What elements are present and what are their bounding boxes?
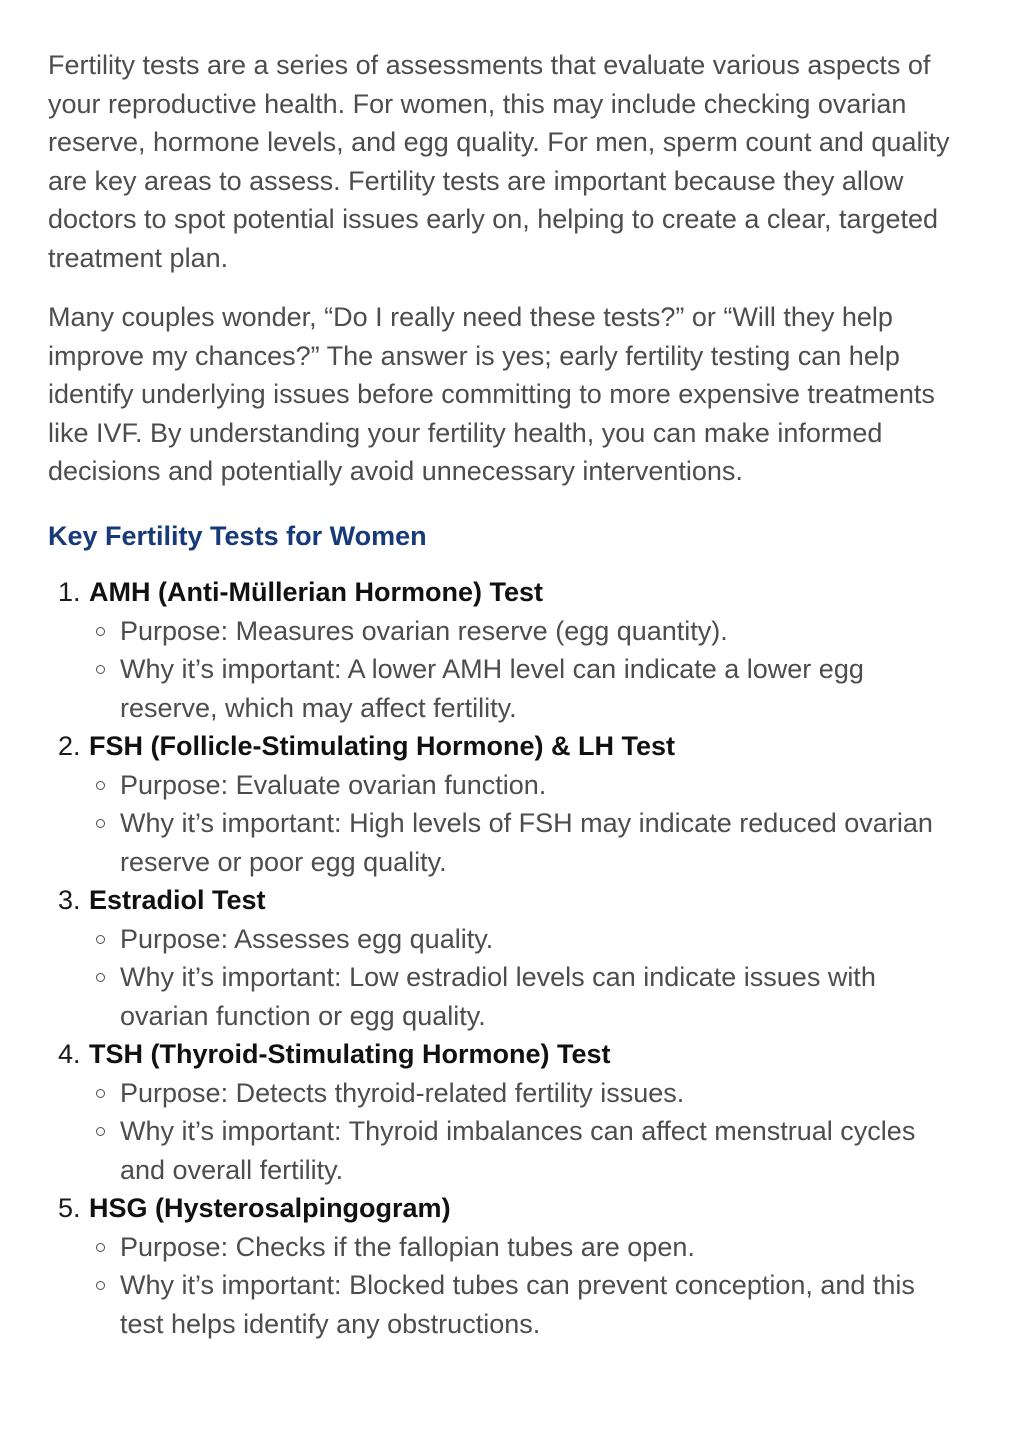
test-name: TSH (Thyroid-Stimulating Hormone) Test <box>89 1039 611 1069</box>
test-details <box>89 920 960 1036</box>
list-item-number: 5. <box>58 1193 81 1223</box>
test-details <box>89 1074 960 1190</box>
test-purpose: Purpose: Checks if the fallopian tubes are open. <box>89 1228 960 1267</box>
test-importance: Why it’s important: Blocked tubes can prevent conception, and this test helps identify any obstructions. <box>89 1266 960 1343</box>
list-item-number: 2. <box>58 731 81 761</box>
intro-paragraph: Many couples wonder, “Do I really need these tests?” or “Will they help improve my chances?” The answer is yes; early fertility testing can help identify underlying issues before committing to more expensive treatments like IVF. By understanding your fertility health, you can make informed decisions and potentially avoid unnecessary interventions. <box>48 302 935 486</box>
list-item-number: 4. <box>58 1039 81 1069</box>
test-name: HSG (Hysterosalpingogram) <box>89 1193 451 1223</box>
section-heading: Key Fertility Tests for Women <box>48 520 427 551</box>
list-item-number: 1. <box>58 577 81 607</box>
test-purpose: Purpose: Measures ovarian reserve (egg quantity). <box>89 612 960 651</box>
test-importance: Why it’s important: Thyroid imbalances can affect menstrual cycles and overall fertility. <box>89 1112 960 1189</box>
test-name: FSH (Follicle-Stimulating Hormone) & LH Test <box>89 731 676 761</box>
test-name: AMH (Anti-Müllerian Hormone) Test <box>89 577 543 607</box>
test-importance: Why it’s important: High levels of FSH may indicate reduced ovarian reserve or poor egg quality. <box>89 804 960 881</box>
test-purpose: Purpose: Evaluate ovarian function. <box>89 766 960 805</box>
list-item-number: 3. <box>58 885 81 915</box>
list-item <box>48 1189 960 1343</box>
test-purpose: Purpose: Assesses egg quality. <box>89 920 960 959</box>
test-details <box>89 1228 960 1344</box>
test-details <box>89 612 960 728</box>
test-importance: Why it’s important: Low estradiol levels can indicate issues with ovarian function or egg quality. <box>89 958 960 1035</box>
test-importance: Why it’s important: A lower AMH level can indicate a lower egg reserve, which may affect fertility. <box>89 650 960 727</box>
list-item <box>48 1035 960 1189</box>
test-details <box>89 766 960 882</box>
test-purpose: Purpose: Detects thyroid-related fertility issues. <box>89 1074 960 1113</box>
test-name: Estradiol Test <box>89 885 266 915</box>
fertility-tests-list <box>48 573 960 1343</box>
intro-paragraph: Fertility tests are a series of assessments that evaluate various aspects of your reproductive health. For women, this may include checking ovarian reserve, hormone levels, and egg quality. For men, sperm count and quality are key areas to assess. Fertility tests are important because they allow doctors to spot potential issues early on, helping to create a clear, targeted treatment plan. <box>48 50 950 273</box>
list-item <box>48 573 960 727</box>
list-item <box>48 881 960 1035</box>
list-item <box>48 727 960 881</box>
